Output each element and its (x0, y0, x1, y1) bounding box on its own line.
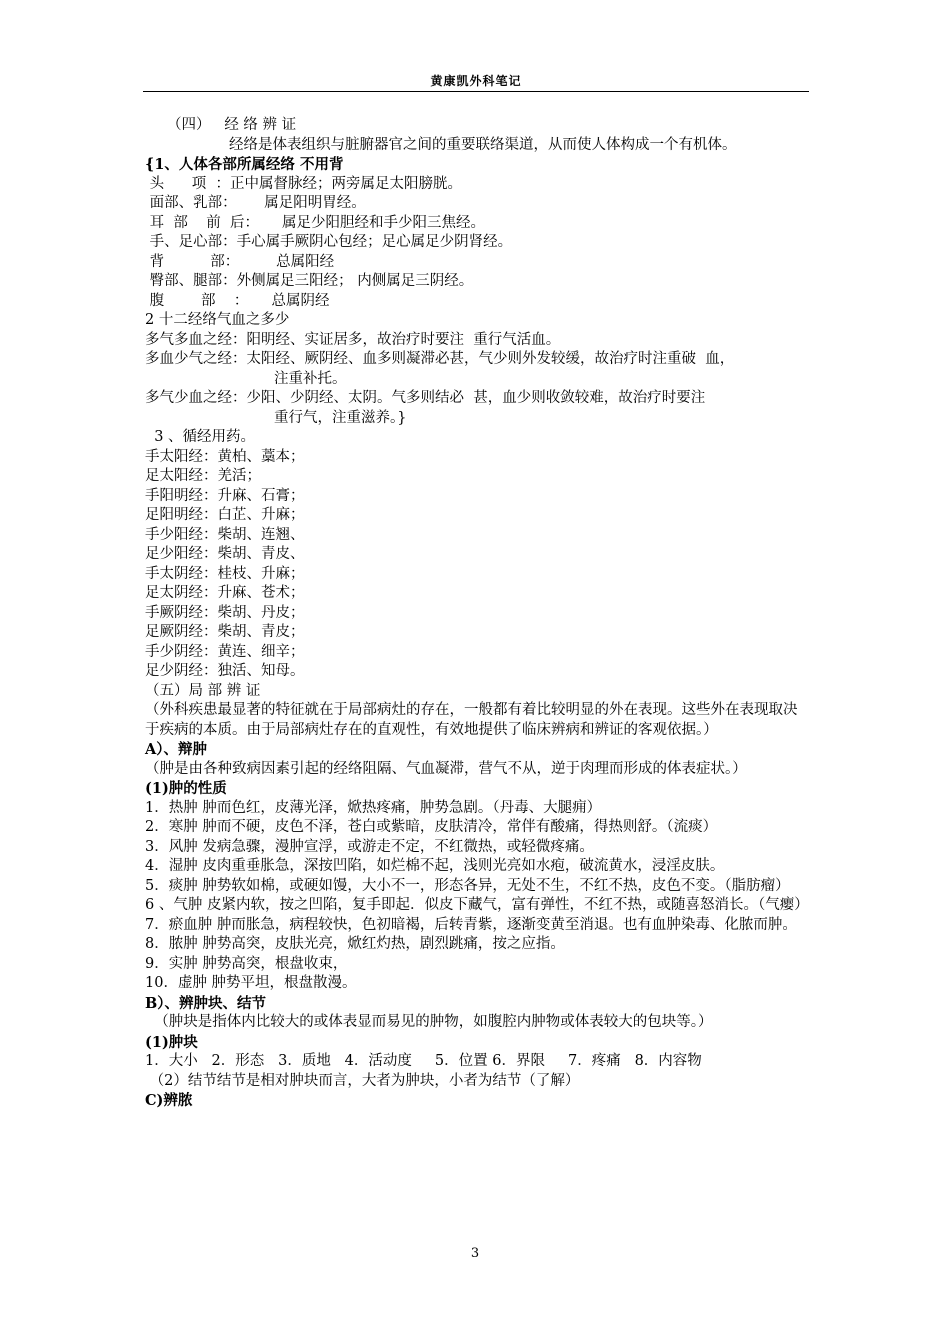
subsection-3-title: 3 、循经用药。 (145, 429, 256, 445)
list-item: 手厥阴经：柴胡、丹皮； (145, 604, 305, 621)
qi-blood-list (145, 331, 811, 429)
section-5-intro: （外科疾患最显著的特征就在于局部病灶的存在，一般都有着比较明显的外在表现。这些外在表现取决于疾病的本质。由于局部病灶存在的直观性，有效地提供了临床辨病和辨证的客观依据。） (145, 702, 798, 738)
list-item: 手、足心部：手心属手厥阴心包经；足心属足少阴肾经。 (145, 234, 513, 250)
list-item: 背 部： 总属阳经 (145, 253, 335, 270)
list-item: 多气少血之经：少阳、少阴经、太阴。气多则结必 甚，血少则收敛较难，故治疗时要注 (145, 390, 706, 406)
list-item: 腹 部 ： 总属阴经 (145, 292, 330, 309)
list-item: 9．实肿 肿势高突，根盘收束， (145, 955, 348, 972)
subsection-a-title: A）、辩肿 (145, 741, 207, 758)
list-item: 7．瘀血肿 肿而胀急，病程较快，色初暗褐，后转青紫，逐渐变黄至消退。也有血肿染毒、化脓而肿。 (145, 916, 797, 933)
list-item: 手太阴经：桂枝、升麻； (145, 565, 305, 582)
list-item: 足厥阴经：柴胡、青皮； (145, 624, 305, 640)
list-item: 足太阴经：升麻、苍术； (145, 585, 305, 601)
list-item: 足阳明经：白芷、升麻； (145, 507, 305, 523)
subsection-1-title: {1、人体各部所属经络 不用背 (145, 156, 344, 173)
subsection-b-intro: （肿块是指体内比较大的或体表显而易见的肿物，如腹腔内肿物或体表较大的包块等。） (145, 1014, 713, 1030)
page-header (143, 74, 809, 92)
section-5-title: （五）局 部 辨 证 (145, 682, 261, 699)
list-item: 多血少气之经：太阳经、厥阴经、血多则凝滞必甚，气少则外发较缓，故治疗时注重破 血， (145, 351, 735, 367)
meridian-body-parts-list (145, 175, 811, 312)
list-item: 手阳明经：升麻、石膏； (145, 487, 305, 504)
section-4-intro: 经络是体表组织与脏腑器官之间的重要联络渠道，从而使人体构成一个有机体。 (229, 136, 737, 153)
meridian-herbs-list (145, 448, 811, 682)
list-item: 臀部、腿部：外侧属足三阳经； 内侧属足三阴经。 (145, 273, 474, 289)
mass-attributes: 1．大小 2．形态 3．质地 4．活动度 5．位置 6．界限 7．疼痛 8．内容物 (145, 1053, 702, 1069)
list-item: 5．痰肿 肿势软如棉，或硬如馒，大小不一，形态各异，无处不生，不红不热，皮色不变。（脂肪瘤） (145, 877, 790, 894)
list-item: 手太阳经：黄柏、藁本； (145, 448, 305, 465)
nodule-note: （2）结节结节是相对肿块而言，大者为肿块，小者为结节（了解） (145, 1072, 580, 1089)
mass-title: (1)肿块 (145, 1033, 198, 1051)
swelling-types-list (145, 799, 811, 994)
list-item: 头 项 ：正中属督脉经；两旁属足太阳膀胱。 (145, 175, 462, 192)
list-item: 足少阴经：独活、知母。 (145, 663, 305, 679)
page-number: 3 (470, 1246, 480, 1261)
list-item: 足太阳经：羌活； (145, 468, 261, 484)
list-item: 手少阴经：黄连、细辛； (145, 643, 305, 660)
list-item: 足少阳经：柴胡、青皮、 (145, 546, 305, 562)
list-item: 耳 部 前 后： 属足少阳胆经和手少阳三焦经。 (145, 214, 486, 231)
list-item: 注重补托。 (145, 370, 347, 387)
list-item: 6 、气肿 皮紧内软，按之凹陷，复手即起．似皮下藏气，富有弹性，不红不热，或随喜怒消长。（气瘿） (145, 897, 809, 913)
subsection-2-title: 2 十二经络气血之多少 (145, 312, 290, 328)
page-footer (0, 1246, 950, 1261)
list-item: 3．风肿 发病急骤，漫肿宣浮，或游走不定，不红微热，或轻微疼痛。 (145, 838, 594, 855)
list-item: 重行气，注重滋养。} (145, 409, 407, 426)
list-item: 1．热肿 肿而色红，皮薄光泽，焮热疼痛，肿势急剧。（丹毒、大腿痈） (145, 799, 602, 816)
list-item: 4．湿肿 皮肉重垂胀急，深按凹陷，如烂棉不起，浅则光亮如水疱，破流黄水，浸淫皮肤。 (145, 858, 725, 874)
header-title: 黄康凯外科笔记 (430, 74, 522, 88)
document-body (145, 116, 811, 1111)
list-item: 面部、乳部： 属足阳明胃经。 (145, 195, 366, 211)
swelling-nature-title: (1)肿的性质 (145, 780, 227, 797)
subsection-b-title: B）、辨肿块、结节 (145, 994, 267, 1012)
list-item: 手少阳经：柴胡、连翘、 (145, 526, 305, 543)
list-item: 2．寒肿 肿而不硬，皮色不泽，苍白或紫暗，皮肤清冷，常伴有酸痛，得热则舒。（流痰） (145, 819, 718, 835)
list-item: 10．虚肿 肿势平坦，根盘散漫。 (145, 975, 357, 991)
list-item: 多气多血之经：阳明经、实证居多，故治疗时要注 重行气活血。 (145, 331, 561, 348)
subsection-a-intro: （肿是由各种致病因素引起的经络阻隔、气血凝滞，营气不从，逆于肉理而形成的体表症状。） (145, 760, 747, 777)
list-item: 8．脓肿 肿势高突，皮肤光亮，焮红灼热，剧烈跳痛，按之应指。 (145, 936, 565, 952)
section-4-title: （四） 经 络 辨 证 (167, 117, 297, 133)
subsection-c-title: C)辨脓 (145, 1092, 193, 1109)
